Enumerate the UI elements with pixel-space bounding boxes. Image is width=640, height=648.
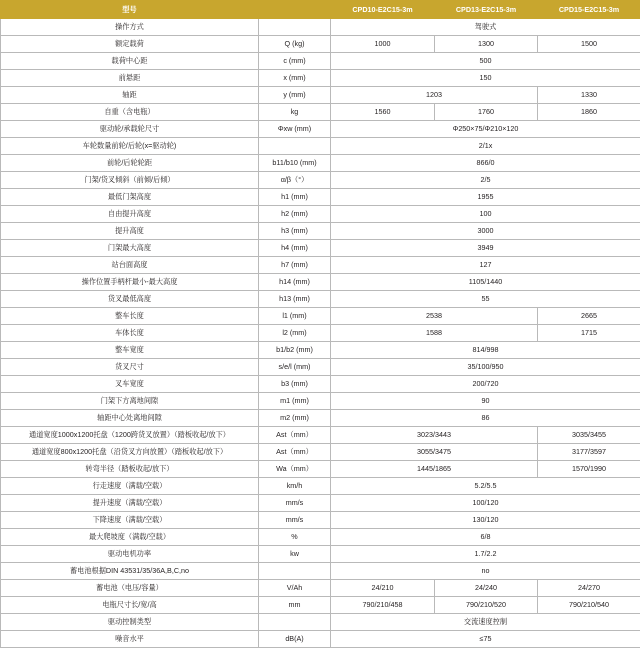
- row-value: 866/0: [331, 155, 640, 172]
- table-row: [1, 172, 640, 189]
- row-value: 3055/3475: [331, 444, 538, 461]
- row-value: 1588: [331, 325, 538, 342]
- row-unit: [259, 19, 331, 36]
- row-label: 整车宽度: [1, 342, 259, 359]
- row-value: 1570/1990: [538, 461, 640, 478]
- table-row: [1, 70, 640, 87]
- table-row: [1, 580, 640, 597]
- table-row: [1, 325, 640, 342]
- row-unit: [259, 614, 331, 631]
- row-label: 转弯半径（踏板收起/放下）: [1, 461, 259, 478]
- row-unit: mm: [259, 597, 331, 614]
- row-unit: b3 (mm): [259, 376, 331, 393]
- row-value: 交流速度控制: [331, 614, 640, 631]
- row-label: 前悬距: [1, 70, 259, 87]
- row-label: 货叉尺寸: [1, 359, 259, 376]
- row-label: 前轮/后轮轮距: [1, 155, 259, 172]
- row-value: 1955: [331, 189, 640, 206]
- row-label: 门架/货叉倾斜（前倾/后倾）: [1, 172, 259, 189]
- row-unit: h7 (mm): [259, 257, 331, 274]
- row-value: 1203: [331, 87, 538, 104]
- row-label: 提升速度（满载/空载）: [1, 495, 259, 512]
- row-label: 站台面高度: [1, 257, 259, 274]
- row-unit: h4 (mm): [259, 240, 331, 257]
- row-label: 电瓶尺寸长/宽/高: [1, 597, 259, 614]
- row-unit: %: [259, 529, 331, 546]
- row-unit: Ast（mm）: [259, 427, 331, 444]
- row-unit: s/e/l (mm): [259, 359, 331, 376]
- row-unit: mm/s: [259, 495, 331, 512]
- row-unit: Φxw (mm): [259, 121, 331, 138]
- table-row: [1, 461, 640, 478]
- row-value: 130/120: [331, 512, 640, 529]
- row-value: 1300: [435, 36, 538, 53]
- table-row: [1, 546, 640, 563]
- row-unit: l2 (mm): [259, 325, 331, 342]
- row-unit: h1 (mm): [259, 189, 331, 206]
- row-value: 1715: [538, 325, 640, 342]
- row-value: 814/998: [331, 342, 640, 359]
- row-value: 5.2/5.5: [331, 478, 640, 495]
- table-row: [1, 274, 640, 291]
- table-row: [1, 138, 640, 155]
- row-label: 操作方式: [1, 19, 259, 36]
- table-row: [1, 444, 640, 461]
- row-unit: y (mm): [259, 87, 331, 104]
- table-row: [1, 410, 640, 427]
- row-value: 3177/3597: [538, 444, 640, 461]
- row-label: 驱动轮/承载轮尺寸: [1, 121, 259, 138]
- row-label: 轴距: [1, 87, 259, 104]
- row-label: 载荷中心距: [1, 53, 259, 70]
- row-label: 通道宽度1000x1200托盘（1200跨货叉放置）（踏板收起/放下）: [1, 427, 259, 444]
- row-label: 叉车宽度: [1, 376, 259, 393]
- row-unit: h3 (mm): [259, 223, 331, 240]
- row-label: 通道宽度800x1200托盘（沿货叉方向放置）（踏板收起/放下）: [1, 444, 259, 461]
- row-value: 1.7/2.2: [331, 546, 640, 563]
- row-unit: h14 (mm): [259, 274, 331, 291]
- row-value: 1760: [435, 104, 538, 121]
- row-label: 最大爬坡度（满载/空载）: [1, 529, 259, 546]
- row-value: 500: [331, 53, 640, 70]
- table-row: [1, 206, 640, 223]
- row-unit: h2 (mm): [259, 206, 331, 223]
- row-label: 最低门架高度: [1, 189, 259, 206]
- row-unit: α/β（°）: [259, 172, 331, 189]
- row-unit: Q (kg): [259, 36, 331, 53]
- row-unit: x (mm): [259, 70, 331, 87]
- row-label: 下降速度（满载/空载）: [1, 512, 259, 529]
- row-label: 驱动电机功率: [1, 546, 259, 563]
- table-row: [1, 529, 640, 546]
- header-model-label: 型号: [1, 1, 259, 19]
- row-value: 3949: [331, 240, 640, 257]
- table-row: [1, 478, 640, 495]
- table-row: [1, 393, 640, 410]
- row-value: 86: [331, 410, 640, 427]
- row-value: 127: [331, 257, 640, 274]
- row-value: 1560: [331, 104, 435, 121]
- row-value: 90: [331, 393, 640, 410]
- row-unit: c (mm): [259, 53, 331, 70]
- table-row: [1, 87, 640, 104]
- row-value: 1105/1440: [331, 274, 640, 291]
- row-label: 操作位置手柄杆最小-最大高度: [1, 274, 259, 291]
- table-row: [1, 223, 640, 240]
- row-value: 2/5: [331, 172, 640, 189]
- row-value: 55: [331, 291, 640, 308]
- row-unit: Ast（mm）: [259, 444, 331, 461]
- table-row: [1, 104, 640, 121]
- row-value: 24/240: [435, 580, 538, 597]
- row-value: 2665: [538, 308, 640, 325]
- row-label: 蓄电池根据DIN 43531/35/36A,B,C,no: [1, 563, 259, 580]
- row-label: 自由提升高度: [1, 206, 259, 223]
- row-value: Φ250×75/Φ210×120: [331, 121, 640, 138]
- row-value: 1000: [331, 36, 435, 53]
- table-row: [1, 257, 640, 274]
- row-value: 2538: [331, 308, 538, 325]
- row-value: 790/210/520: [435, 597, 538, 614]
- table-header-row: [1, 1, 640, 19]
- row-value: 790/210/540: [538, 597, 640, 614]
- row-unit: kg: [259, 104, 331, 121]
- row-value: 1445/1865: [331, 461, 538, 478]
- row-unit: km/h: [259, 478, 331, 495]
- row-label: 蓄电池（电压/容量）: [1, 580, 259, 597]
- table-row: [1, 291, 640, 308]
- header-model-2: CPD13-E2C15-3m: [435, 1, 538, 19]
- table-row: [1, 597, 640, 614]
- row-unit: b1/b2 (mm): [259, 342, 331, 359]
- row-label: 自重（含电瓶）: [1, 104, 259, 121]
- row-label: 货叉最低高度: [1, 291, 259, 308]
- row-label: 车体长度: [1, 325, 259, 342]
- table-row: [1, 512, 640, 529]
- row-unit: m1 (mm): [259, 393, 331, 410]
- row-label: 行走速度（满载/空载）: [1, 478, 259, 495]
- header-model-3: CPD15-E2C15-3m: [538, 1, 640, 19]
- row-value: 24/210: [331, 580, 435, 597]
- row-value: 100: [331, 206, 640, 223]
- row-label: 噪音水平: [1, 631, 259, 648]
- row-value: ≤75: [331, 631, 640, 648]
- row-value: 1500: [538, 36, 640, 53]
- row-value: 1330: [538, 87, 640, 104]
- row-unit: kw: [259, 546, 331, 563]
- row-label: 驱动控制类型: [1, 614, 259, 631]
- row-value: 6/8: [331, 529, 640, 546]
- table-row: [1, 342, 640, 359]
- row-unit: b11/b10 (mm): [259, 155, 331, 172]
- row-value: 100/120: [331, 495, 640, 512]
- row-unit: mm/s: [259, 512, 331, 529]
- table-row: [1, 36, 640, 53]
- row-label: 门架最大高度: [1, 240, 259, 257]
- row-unit: Wa（mm）: [259, 461, 331, 478]
- row-label: 额定载荷: [1, 36, 259, 53]
- row-value: 1860: [538, 104, 640, 121]
- row-value: 35/100/950: [331, 359, 640, 376]
- table-row: [1, 614, 640, 631]
- table-row: [1, 19, 640, 36]
- header-model-1: CPD10-E2C15-3m: [331, 1, 435, 19]
- row-label: 车轮数量前轮/后轮(x=驱动轮): [1, 138, 259, 155]
- table-row: [1, 495, 640, 512]
- row-value: 790/210/458: [331, 597, 435, 614]
- row-value: 3000: [331, 223, 640, 240]
- row-value: no: [331, 563, 640, 580]
- row-value: 2/1x: [331, 138, 640, 155]
- row-unit: m2 (mm): [259, 410, 331, 427]
- table-row: [1, 53, 640, 70]
- row-label: 提升高度: [1, 223, 259, 240]
- row-unit: h13 (mm): [259, 291, 331, 308]
- row-unit: l1 (mm): [259, 308, 331, 325]
- table-row: [1, 189, 640, 206]
- row-value: 24/270: [538, 580, 640, 597]
- row-label: 轴距中心处离地间隙: [1, 410, 259, 427]
- header-unit-label: [259, 1, 331, 19]
- table-row: [1, 240, 640, 257]
- table-row: [1, 121, 640, 138]
- row-value: 3023/3443: [331, 427, 538, 444]
- row-unit: dB(A): [259, 631, 331, 648]
- table-row: [1, 563, 640, 580]
- row-value: 200/720: [331, 376, 640, 393]
- row-label: 整车长度: [1, 308, 259, 325]
- table-row: [1, 631, 640, 648]
- table-row: [1, 427, 640, 444]
- row-value: 3035/3455: [538, 427, 640, 444]
- table-row: [1, 359, 640, 376]
- row-value: 驾驶式: [331, 19, 640, 36]
- row-value: 150: [331, 70, 640, 87]
- row-unit: V/Ah: [259, 580, 331, 597]
- row-unit: [259, 138, 331, 155]
- table-row: [1, 155, 640, 172]
- table-row: [1, 308, 640, 325]
- table-row: [1, 376, 640, 393]
- row-unit: [259, 563, 331, 580]
- row-label: 门架下方离地间隙: [1, 393, 259, 410]
